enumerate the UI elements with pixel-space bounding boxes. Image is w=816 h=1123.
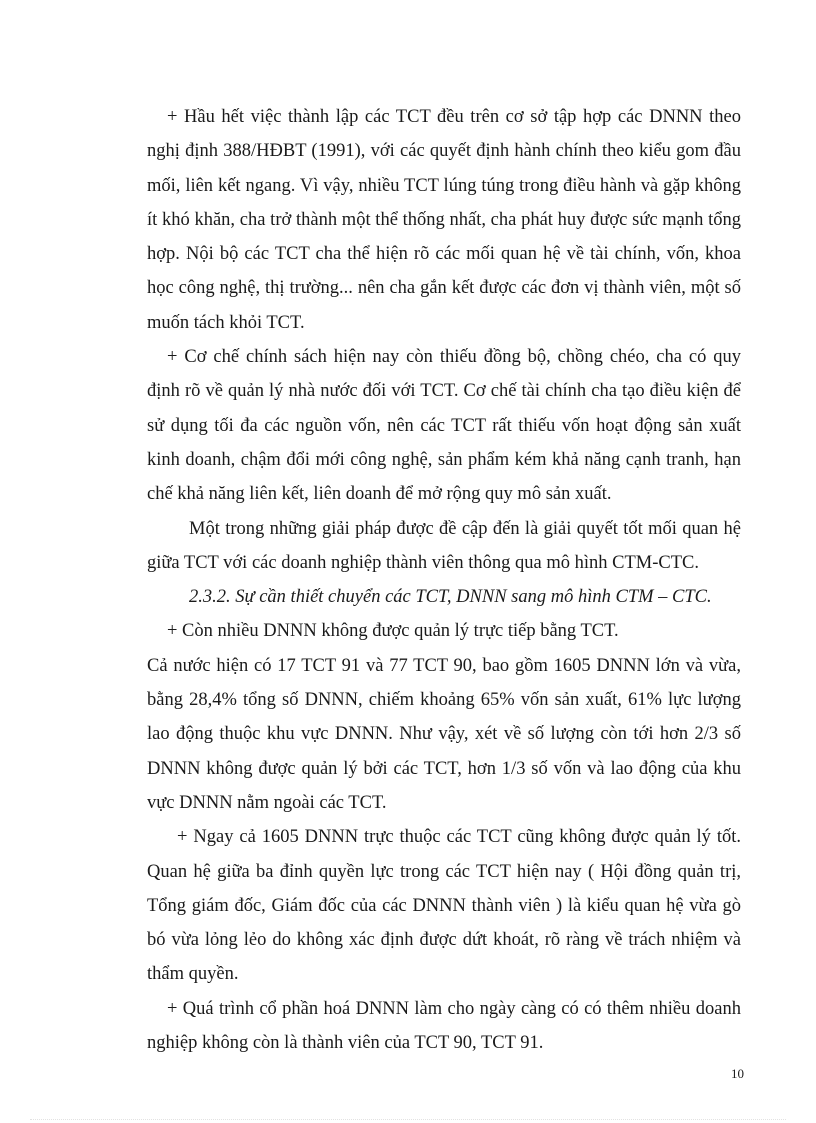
- paragraph-tct-formation: + Hầu hết việc thành lập các TCT đều trên cơ sở tập hợp các DNNN theo nghị định 388/HĐBT (1991), với các quyết định hành chính theo kiểu gom đầu mối, liên kết ngang. Vì vậy, nhiều TCT lúng túng trong điều hành và gặp không ít khó khăn, cha trở thành một thể thống nhất, cha phát huy được sức mạnh tổng hợp. Nội bộ các TCT cha thể hiện rõ các mối quan hệ về tài chính, vốn, khoa học công nghệ, thị trường... nên cha gắn kết được các đơn vị thành viên, một số muốn tách khỏi TCT.: [147, 107, 741, 333]
- page-body: [147, 100, 741, 1060]
- paragraph-equitization: + Quá trình cổ phần hoá DNNN làm cho ngày càng có có thêm nhiều doanh nghiệp không còn là thành viên của TCT 90, TCT 91.: [147, 998, 741, 1054]
- section-heading: 2.3.2. Sự cần thiết chuyển các TCT, DNNN sang mô hình CTM – CTC.: [189, 587, 712, 608]
- page-number: 10: [731, 1066, 744, 1081]
- paragraph-statistics: Cả nước hiện có 17 TCT 91 và 77 TCT 90, bao gồm 1605 DNNN lớn và vừa, bằng 28,4% tổng số DNNN, chiếm khoảng 65% vốn sản xuất, 61% lực lượng lao động thuộc khu vực DNNN. Như vậy, xét về số lượng còn tới hơn 2/3 số DNNN không được quản lý bởi các TCT, hơn 1/3 số vốn và lao động của khu vực DNNN nằm ngoài các TCT.: [147, 655, 741, 813]
- page-bottom-divider: [30, 1119, 786, 1120]
- paragraph-solution: Một trong những giải pháp được đề cập đến là giải quyết tốt mối quan hệ giữa TCT với các doanh nghiệp thành viên thông qua mô hình CTM-CTC.: [147, 518, 741, 573]
- paragraph-policy-mechanism: + Cơ chế chính sách hiện nay còn thiếu đồng bộ, chồng chéo, cha có quy định rõ về quản lý nhà nước đối với TCT. Cơ chế tài chính cha tạo điều kiện để sử dụng tối đa các nguồn vốn, nên các TCT rất thiếu vốn hoạt động sản xuất kinh doanh, chậm đổi mới công nghệ, sản phẩm kém khả năng cạnh tranh, hạn chế khả năng liên kết, liên doanh để mở rộng quy mô sản xuất.: [147, 347, 741, 505]
- paragraph-management-quality: + Ngay cả 1605 DNNN trực thuộc các TCT cũng không được quản lý tốt. Quan hệ giữa ba đỉnh quyền lực trong các TCT hiện nay ( Hội đồng quản trị, Tổng giám đốc, Giám đốc của các DNNN thành viên ) là kiểu quan hệ vừa gò bó vừa lỏng lẻo do không xác định được dứt khoát, rõ ràng về trách nhiệm và thẩm quyền.: [147, 827, 741, 985]
- paragraph-unmanaged-dnnn: + Còn nhiều DNNN không được quản lý trực tiếp bằng TCT.: [167, 621, 619, 642]
